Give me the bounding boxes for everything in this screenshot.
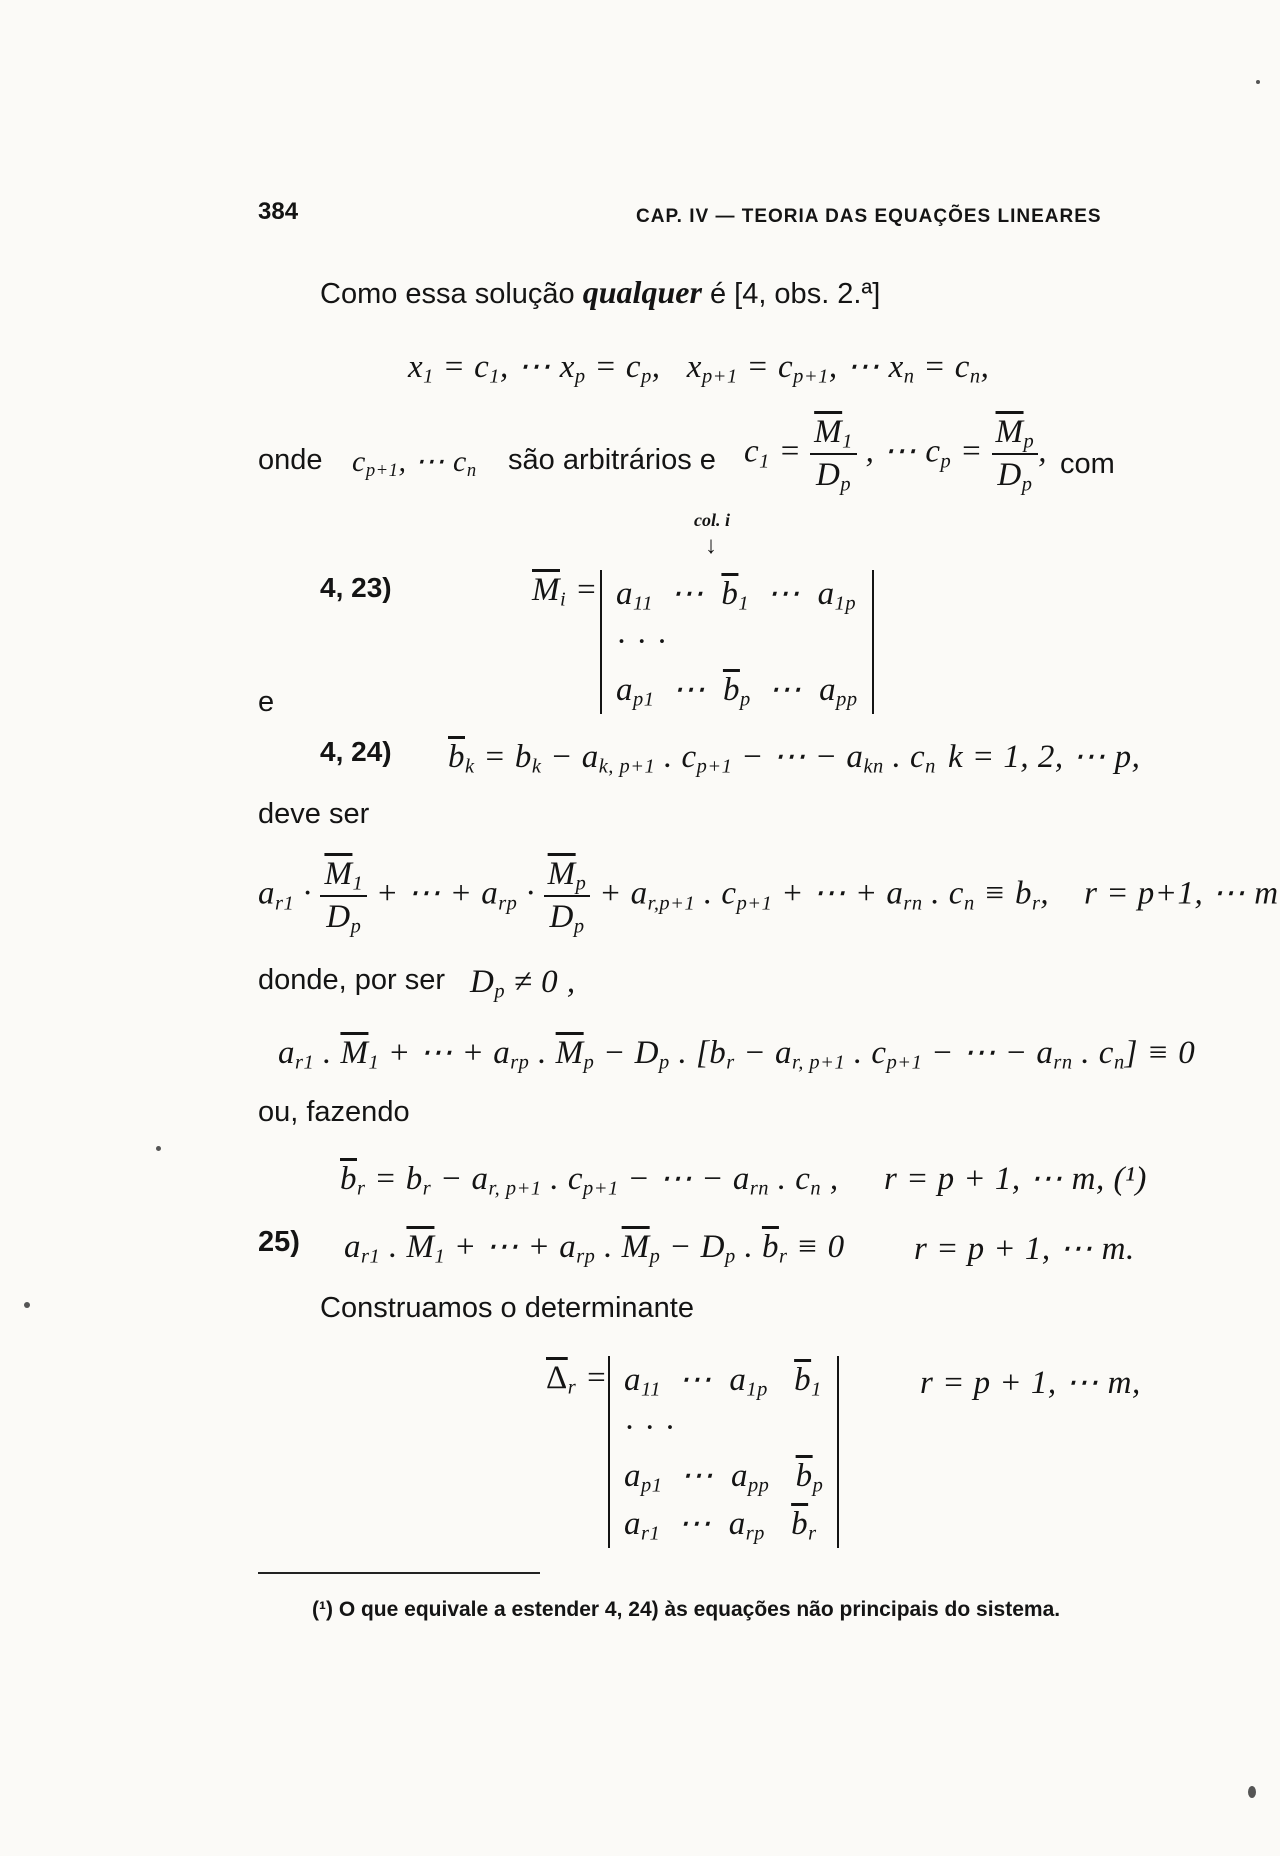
running-title: CAP. IV — TEORIA DAS EQUAÇÕES LINEARES — [636, 206, 1102, 227]
connector-e: e — [258, 686, 275, 718]
ou-fazendo: ou, fazendo — [258, 1096, 410, 1128]
intro-suffix: é [4, obs. 2.ª] — [701, 278, 881, 310]
scan-speck — [156, 1146, 161, 1151]
page-number: 384 — [258, 198, 299, 225]
m-bar-i-def: $\overline{M}_i$ = — [532, 572, 598, 611]
r-range-1: r = p + 1, ⋯ m, (¹) — [884, 1161, 1147, 1197]
c-fractions: $c_1$ = $\frac{\overline{M}_1}{D_p}$ , ⋯ $c_p$ = $\frac{\overline{M}_p}{D_p}$ , — [744, 414, 1047, 496]
solution-line: $x_1 = c_1$, ⋯ $x_p = c_p$, $x_{p+1} = c_{p+1}$, ⋯ $x_n = c_n$, — [408, 349, 990, 388]
scan-speck — [1248, 1786, 1256, 1798]
delta-r-def: $\overline{\Delta}_r$ = — [546, 1360, 608, 1399]
sao-arbitrarios: são arbitrários e — [508, 444, 716, 476]
scan-speck — [24, 1302, 30, 1308]
determinant-delta: $a_{11}$ ⋯ $a_{1p}$ $\overline{b}_1$ · · · $a_{p1}$ ⋯ $a_{pp}$ $\overline{b}_p$ $a_{r1}$ ⋯ $a_{rp}$ $\overline{b}_r$ — [608, 1356, 839, 1548]
col-arrow: ↓ — [705, 532, 717, 559]
intro-sentence — [320, 274, 880, 311]
b-bar-k-def: $\overline{b}_k = b_k - a_{k, p+1}$ . $c_{p+1}$ − ⋯ − $a_{kn}$ . $c_n$ — [448, 739, 936, 778]
eq-label-25: 25) — [258, 1226, 300, 1258]
k-range: k = 1, 2, ⋯ p, — [948, 739, 1141, 775]
footnote-rule — [258, 1572, 540, 1574]
eq-label-4-24: 4, 24) — [320, 736, 392, 767]
determinant-m-i: $a_{11}$ ⋯ $\overline{b}_1$ ⋯ $a_{1p}$ · · · $a_{p1}$ ⋯ $\overline{b}_p$ ⋯ $a_{pp}$ — [600, 570, 874, 714]
r-range-25: r = p + 1, ⋯ m. — [914, 1231, 1135, 1267]
condition-equation: $a_{r1}$ · $\frac{\overline{M}_1}{D_p}$ + ⋯ + $a_{rp}$ · $\frac{\overline{M}_p}{D_p}$ + $a_{r,p+1}$ . $c_{p+1}$ + ⋯ + $a_{rn}$ . $c_n \equiv b_r$, r = p+1, ⋯ m — [258, 856, 1279, 938]
intro-prefix: Como essa solução — [320, 278, 583, 310]
eq-label-4-23: 4, 23) — [320, 572, 392, 603]
footnote-text: (¹) O que equivale a estender 4, 24) às equações não principais do sistema. — [312, 1598, 1061, 1621]
com-word: com — [1060, 448, 1115, 480]
donde-text: donde, por ser — [258, 964, 446, 996]
multiplied-equation: $a_{r1}$ . $\overline{M}_1$ + ⋯ + $a_{rp}$ . $\overline{M}_p - D_p$ . [$b_r - a_{r, p+1}$ . $c_{p+1}$ − ⋯ − $a_{rn}$ . $c_n] \equiv 0$ — [278, 1035, 1196, 1074]
r-range-delta: r = p + 1, ⋯ m, — [920, 1365, 1141, 1401]
intro-emphasis: qualquer — [582, 274, 702, 310]
deve-ser: deve ser — [258, 798, 370, 830]
arbitrary-vars: $c_{p+1}$, ⋯ $c_n$ — [352, 445, 477, 482]
scan-speck — [1256, 80, 1260, 84]
dp-nonzero: $D_p \ne 0$ , — [470, 964, 576, 1003]
equation-25: $a_{r1}$ . $\overline{M}_1$ + ⋯ + $a_{rp}$ . $\overline{M}_p - D_p$ . $\overline{b}_r \equiv 0$ — [344, 1229, 845, 1268]
construamos: Construamos o determinante — [320, 1292, 694, 1324]
onde-word: onde — [258, 444, 323, 476]
b-bar-r-def: $\overline{b}_r = b_r - a_{r, p+1}$ . $c_{p+1}$ − ⋯ − $a_{rn}$ . $c_n$ , — [340, 1161, 839, 1200]
col-annotation: col. i — [694, 510, 730, 530]
